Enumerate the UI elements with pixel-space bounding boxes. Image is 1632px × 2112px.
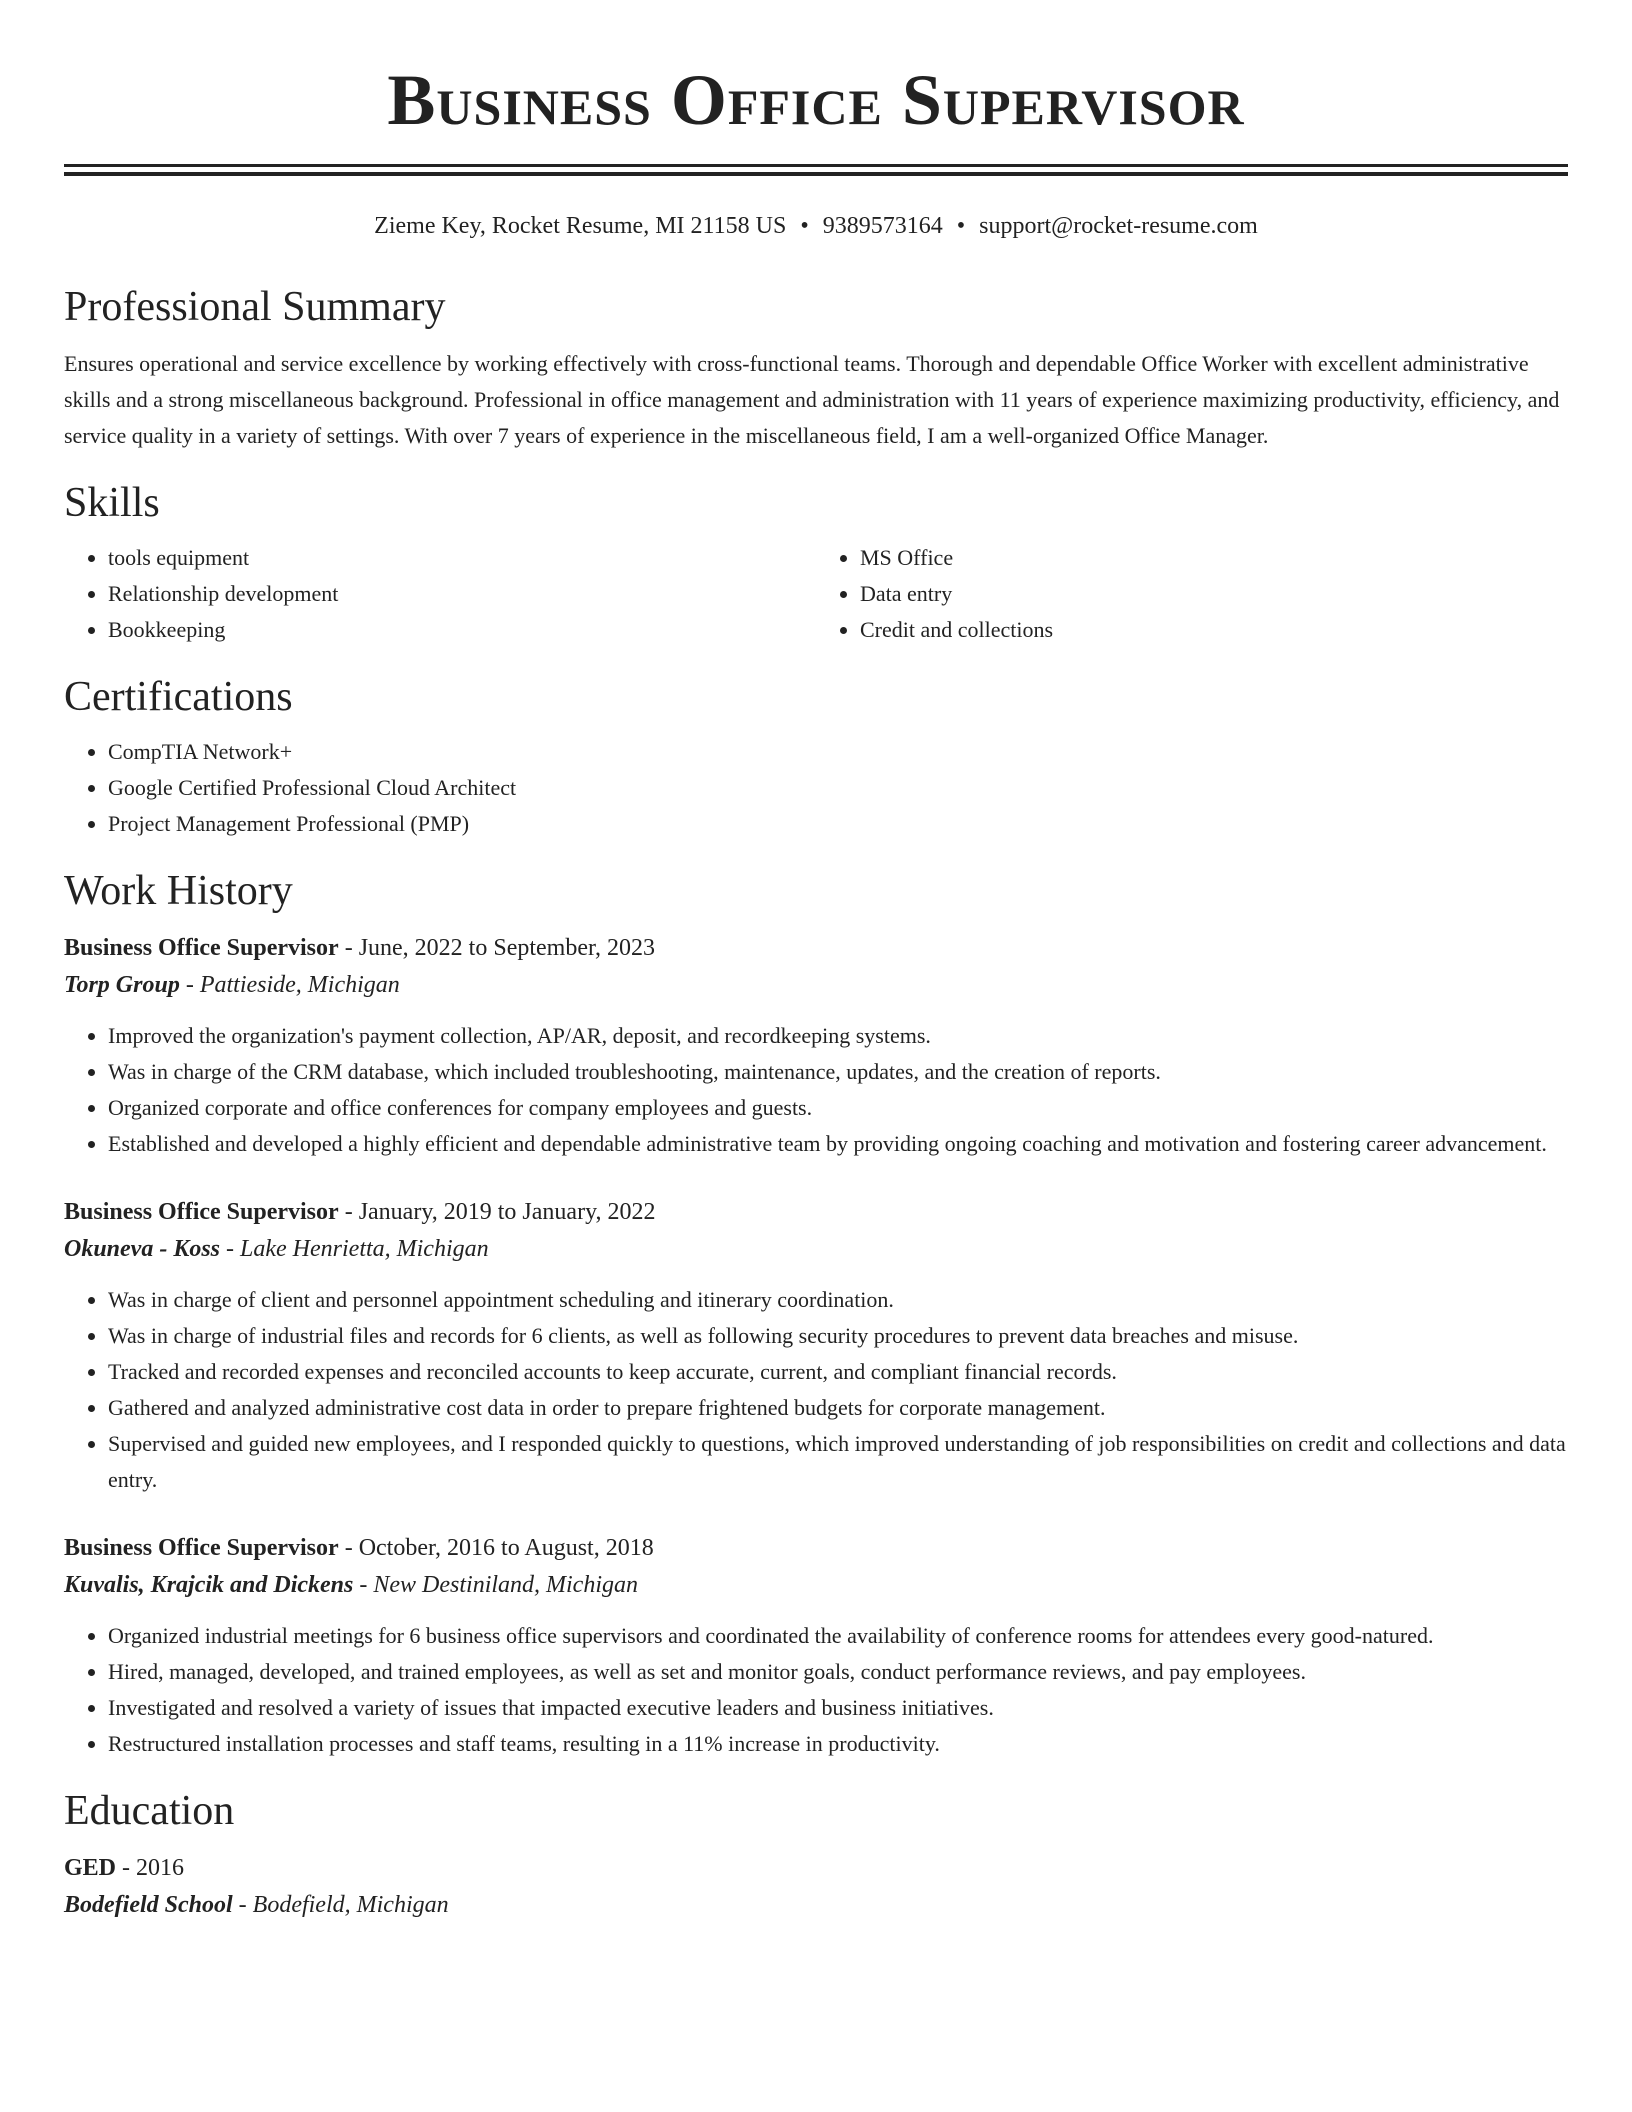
job-bullet: • Was in charge of the CRM database, which included troubleshooting, maintenance, updates, and the creation of reports. (108, 1054, 1568, 1090)
education-dash: - (238, 1892, 247, 1918)
job-bullet: • Supervised and guided new employees, and I responded quickly to questions, which improved understanding of job responsibilities on credit and collections and data entry. (108, 1426, 1568, 1498)
job-bullets (64, 1282, 1568, 1498)
job-bullet: • Organized corporate and office conferences for company employees and guests. (108, 1090, 1568, 1126)
certifications-list (64, 734, 1568, 842)
education-header (64, 1850, 1568, 1886)
job-bullet: • Improved the organization's payment collection, AP/AR, deposit, and recordkeeping systems. (108, 1018, 1568, 1054)
job-bullet: • Organized industrial meetings for 6 business office supervisors and coordinated the availability of conference rooms for attendees every good-natured. (108, 1618, 1568, 1654)
summary-text: Ensures operational and service excellence by working effectively with cross-functional teams. Thorough and dependable Office Worker with excellent administrative skills and a strong miscellaneous background. Professional in office management and administration with 11 years of experience maximizing productivity, efficiency, and service quality in a variety of settings. With over 7 years of experience in the miscellaneous field, I am a well-organized Office Manager. (64, 351, 1560, 448)
job-bullet: • Investigated and resolved a variety of issues that impacted executive leaders and business initiatives. (108, 1690, 1568, 1726)
education-degree: GED (64, 1855, 117, 1881)
contact-phone: 9389573164 (822, 213, 943, 239)
job-company: Kuvalis, Krajcik and Dickens (64, 1572, 354, 1598)
education-heading: Education (64, 1788, 235, 1834)
education-location: Bodefield, Michigan (252, 1892, 449, 1918)
job-dates: October, 2016 to August, 2018 (358, 1535, 654, 1561)
job-bullet: • Gathered and analyzed administrative cost data in order to prepare frightened budgets for corporate management. (108, 1390, 1568, 1426)
job-role: Business Office Supervisor (64, 935, 339, 961)
resume-page (64, 0, 1568, 1924)
job-dash: - (226, 1236, 235, 1262)
job-dash: - (344, 1199, 353, 1225)
job-bullet: • Tracked and recorded expenses and reconciled accounts to keep accurate, current, and compliant financial records. (108, 1354, 1568, 1390)
job-role: Business Office Supervisor (64, 1535, 339, 1561)
job-dates: June, 2022 to September, 2023 (358, 935, 656, 961)
skills-column-right (816, 540, 1568, 648)
job-entry (64, 1194, 1568, 1498)
job-location: Lake Henrietta, Michigan (240, 1236, 489, 1262)
job-bullet: • Restructured installation processes and staff teams, resulting in a 11% increase in productivity. (108, 1726, 1568, 1762)
job-entry (64, 1530, 1568, 1762)
job-entry (64, 930, 1568, 1162)
job-dates: January, 2019 to January, 2022 (358, 1199, 656, 1225)
job-company: Okuneva - Koss (64, 1236, 221, 1262)
skills-column-left (64, 540, 816, 648)
contact-email[interactable]: support@rocket-resume.com (979, 213, 1258, 239)
education-year: 2016 (136, 1855, 185, 1881)
job-dash: - (344, 935, 353, 961)
candidate-name: Business Office Supervisor (387, 60, 1245, 140)
job-dash: - (344, 1535, 353, 1561)
job-bullet: • Hired, managed, developed, and trained employees, as well as set and monitor goals, conduct performance reviews, and pay employees. (108, 1654, 1568, 1690)
job-header (64, 1530, 1568, 1566)
job-header (64, 1194, 1568, 1230)
job-role: Business Office Supervisor (64, 1199, 339, 1225)
contact-line (64, 210, 1568, 242)
job-bullets (64, 1618, 1568, 1762)
summary-heading: Professional Summary (64, 284, 446, 330)
job-bullet: • Established and developed a highly efficient and dependable administrative team by providing ongoing coaching and motivation and fostering career advancement. (108, 1126, 1568, 1162)
education-school: Bodefield School (64, 1892, 233, 1918)
education-entry (64, 1850, 1568, 1924)
skill-item: • Credit and collections (860, 612, 1568, 648)
job-location: Pattieside, Michigan (199, 972, 400, 998)
job-location: New Destiniland, Michigan (373, 1572, 639, 1598)
header-rule-bottom (64, 172, 1568, 176)
job-company-line (64, 966, 1568, 1004)
skill-item: • Data entry (860, 576, 1568, 612)
job-company-line (64, 1566, 1568, 1604)
skill-item: • MS Office (860, 540, 1568, 576)
header-rule-top (64, 164, 1568, 167)
certification-item: • Google Certified Professional Cloud Architect (108, 770, 1568, 806)
skills-list (64, 540, 1568, 648)
contact-separator: • (956, 213, 966, 239)
job-dash: - (359, 1572, 368, 1598)
skill-item: • tools equipment (108, 540, 816, 576)
job-bullet: • Was in charge of client and personnel appointment scheduling and itinerary coordination. (108, 1282, 1568, 1318)
job-company-line (64, 1230, 1568, 1268)
job-bullet: • Was in charge of industrial files and records for 6 clients, as well as following security procedures to prevent data breaches and misuse. (108, 1318, 1568, 1354)
contact-separator: • (800, 213, 809, 239)
contact-address: Zieme Key, Rocket Resume, MI 21158 US (374, 213, 787, 239)
job-company: Torp Group (64, 972, 180, 998)
skill-item: • Bookkeeping (108, 612, 816, 648)
certification-item: • Project Management Professional (PMP) (108, 806, 1568, 842)
education-school-line (64, 1886, 1568, 1924)
job-dash: - (185, 972, 194, 998)
certifications-heading: Certifications (64, 674, 293, 720)
certification-item: • CompTIA Network+ (108, 734, 1568, 770)
skills-heading: Skills (64, 480, 160, 526)
work-history-heading: Work History (64, 868, 293, 914)
education-dash: - (122, 1855, 131, 1881)
skill-item: • Relationship development (108, 576, 816, 612)
job-header (64, 930, 1568, 966)
job-bullets (64, 1018, 1568, 1162)
